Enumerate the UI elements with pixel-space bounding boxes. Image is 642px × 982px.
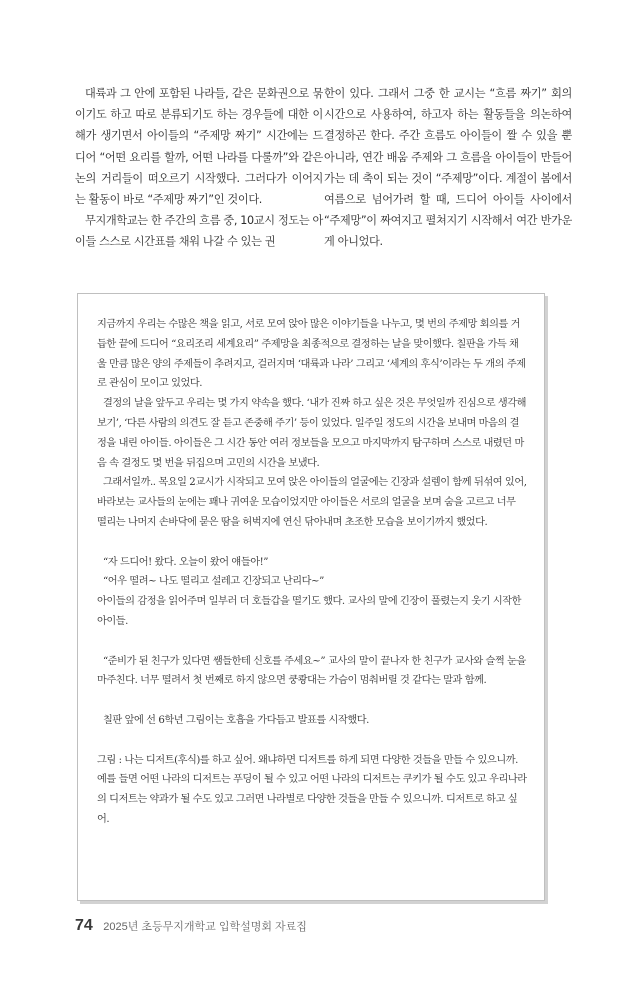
intro-left-column	[75, 83, 323, 253]
story-paragraph: 그림 : 나는 디저트(후식)를 하고 싶어. 왜냐하면 디저트를 하게 되면 다양한 것들을 만들 수 있으니까. 예를 들면 어떤 나라의 디저트는 푸딩이 될 수 있고 어떤 나라의 디저트는 쿠키가 될 수도 있고 우리나라의 디저트는 약과가 될 수도 있고 그러면 나라별로 다양한 것들을 만들 수 있으니까. 디저트로 하고 싶어.	[97, 754, 527, 825]
story-quote: “자 드디어! 왔다. 오늘이 왔어 얘들아!”	[103, 556, 269, 568]
story-paragraph: 그래서일까.. 목요일 2교시가 시작되고 모여 앉은 아이들의 얼굴에는 긴장과 설렘이 함께 뒤섞여 있어, 바라보는 교사들의 눈에는 꽤나 귀여운 모습이었지만 아이들은 서로의 얼굴을 보며 숨을 고르고 너무 떨리는 나머지 손바닥에 묻은 땀을 허벅지에 연신 닦아내며 초조한 모습을 보이기까지 했었다.	[97, 477, 527, 528]
spacer	[97, 691, 527, 711]
story-quote: “어우 떨려~ 나도 떨리고 설레고 긴장되고 난리다~”	[103, 576, 324, 588]
story-paragraph: 아이들의 감정을 읽어주며 일부러 더 호들갑을 떨기도 했다. 교사의 말에 긴장이 풀렸는지 웃기 시작한 아이들.	[97, 596, 522, 627]
story-paragraph: “준비가 된 친구가 있다면 쌤들한테 신호를 주세요~” 교사의 말이 끝나자 한 친구가 교사와 슬쩍 눈을 마주친다. 너무 떨려서 첫 번째로 하지 않으면 쿵쾅대는 가슴이 멈춰버릴 것 같다는 말과 함께.	[97, 655, 526, 687]
spacer	[97, 533, 527, 553]
intro-right-column	[324, 83, 572, 253]
intro-paragraph-1: 대륙과 그 안에 포함된 나라들, 같은 문화권으로 묶이기도 하고 따로 분류되기도 하는 경우들에 대한 이해가 생기면서 아이들의 “주제망 짜기” 시간에는 드디어 “어떤 요리를 할까, 어떤 나라를 다룰까”와 같은 논의 거리들이 떠오르기 시작했다. 그러다가 이어지는 활동이 바로 “주제망 짜기”인 것이다.	[75, 87, 323, 207]
story-paragraph: 칠판 앞에 선 6학년 그림이는 호흡을 가다듬고 발표를 시작했다.	[103, 714, 369, 726]
story-paragraph: 지금까지 우리는 수많은 책을 읽고, 서로 모여 앉아 많은 이야기들을 나누고, 몇 번의 주제망 회의를 거듭한 끝에 드디어 “요리조리 세계요리” 주제망을 최종적으로 결정하는 날을 맞이했다. 칠판을 가득 채울 만큼 많은 양의 주제들이 추려지고, 걸러지며 ‘대륙과 나라’ 그리고 ‘세계의 후식’이라는 두 개의 주제로 관심이 모이고 있었다.	[97, 319, 526, 390]
spacer	[97, 731, 527, 751]
page-footer	[75, 917, 307, 937]
page-number: 74	[75, 917, 93, 934]
intro-paragraph-2: 무지개학교는 한 주간의 흐름 중, 10교시 정도는 아이들 스스로 시간표를 채워 나갈 수 있는 권	[75, 214, 323, 249]
intro-paragraph-3: 한이 있다. 그래서 그중 한 교시는 “흐름 짜기” 회의 시간으로 사용하여, 하고자 하는 활동들을 의논하여 결정하곤 한다. 주간 흐름도 아이들이 짤 수 있을 뿐 아니라, 연간 배움 주제와 그 흐름을 아이들이 만들어 가는 데 축이 되는 것이 “주제망”이다. 계절이 봄에서 여름으로 넘어가려 할 때, 드디어 아이들 사이에서 “주제망”이 짜여지고 펼쳐지기 시작해서 여간 반가운 게 아니었다.	[324, 87, 572, 249]
footer-title: 2025년 초등무지개학교 입학설명회 자료집	[103, 921, 307, 933]
story-box	[77, 293, 545, 901]
story-paragraph: 결정의 날을 앞두고 우리는 몇 가지 약속을 했다. ‘내가 진짜 하고 싶은 것은 무엇일까 진심으로 생각해 보기’, ‘다른 사람의 의견도 잘 듣고 존중해 주기’ 등이 있었다. 일주일 정도의 시간을 보내며 마음의 결정을 내린 아이들. 아이들은 그 시간 동안 여러 정보들을 모으고 마지막까지 탐구하며 스스로 내렸던 마음 속 결정도 몇 번을 뒤집으며 고민의 시간을 보냈다.	[97, 398, 527, 469]
story-box-content	[97, 315, 527, 830]
spacer	[97, 632, 527, 652]
